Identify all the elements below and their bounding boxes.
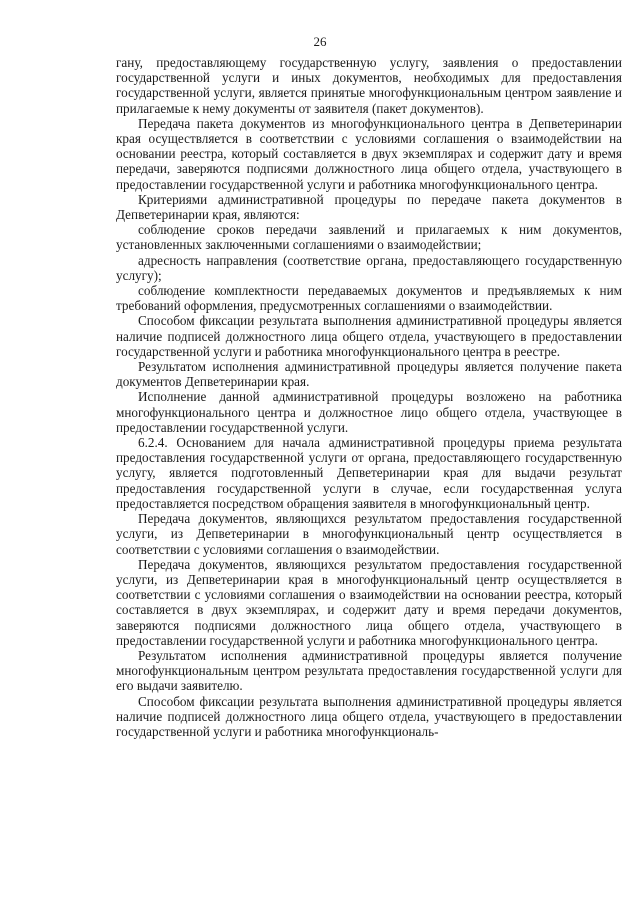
paragraph: Результатом исполнения административной процедуры является получение пакета документов Депветеринарии края. <box>116 359 622 390</box>
paragraph: Способом фиксации результата выполнения административной процедуры является наличие подписей должностного лица общего отдела, участвующего в предоставлении государственной услуги и работника многофункциональ- <box>116 693 622 739</box>
paragraph: Передача документов, являющихся результатом предоставления государственной услуги, из Депветеринарии края в многофункциональный центр осуществляется в соответствии с условиями соглашения о взаимодействии на основании реестра, который составляется в двух экземплярах, и содержит дату и время передачи документов, заверяются подписями должностного лица общего отдела, участвующего в предоставлении государственной услуги и работника многофункционального центра. <box>116 556 622 648</box>
paragraph: Исполнение данной административной процедуры возложено на работника многофункционального центра и должностное лицо общего отдела, участвующее в предоставлении государственной услуги. <box>116 389 622 435</box>
paragraph: Передача документов, являющихся результатом предоставления государственной услуги, из Депветеринарии в многофункциональный центр осуществляется в соответствии с условиями соглашения о взаимодействии. <box>116 511 622 557</box>
page-number: 26 <box>313 34 327 49</box>
paragraph: Передача пакета документов из многофункционального центра в Депветеринарии края осуществляется в соответствии с условиями соглашения о взаимодействии на основании реестра, который составляется в двух экземплярах и содержит дату и время передачи, заверяются подписями должностного лица общего отдела, участвующего в предоставлении государственной услуги и работника многофункционального центра. <box>116 115 622 192</box>
paragraph: соблюдение сроков передачи заявлений и прилагаемых к ним документов, установленных заключенными соглашениями о взаимодействии; <box>116 222 622 253</box>
document-body <box>116 55 622 739</box>
paragraph: гану, предоставляющему государственную услугу, заявления о предоставлении государственной услуги и иных документов, необходимых для предоставления государственной услуги, является принятые многофункциональным центром заявление и прилагаемые к нему документы от заявителя (пакет документов). <box>116 55 622 116</box>
paragraph: 6.2.4. Основанием для начала административной процедуры приема результата предоставления государственной услуги от органа, предоставляющего государственную услугу, является подготовленный Депветеринарии края для выдачи результат предоставления государственной услуги в случае, если государственная услуга предоставляется посредством обращения заявителя в многофункциональный центр. <box>116 435 622 511</box>
paragraph: соблюдение комплектности передаваемых документов и предъявляемых к ним требований оформления, предусмотренных соглашениями о взаимодействии. <box>116 283 622 314</box>
paragraph: Критериями административной процедуры по передаче пакета документов в Депветеринарии края, являются: <box>116 191 622 223</box>
paragraph: Способом фиксации результата выполнения административной процедуры является наличие подписей должностного лица общего отдела, участвующего в предоставлении государственной услуги и работника многофункционального центра в реестре. <box>116 313 622 359</box>
paragraph: адресность направления (соответствие органа, предоставляющего государственную услугу); <box>116 252 622 283</box>
paragraph: Результатом исполнения административной процедуры является получение многофункциональным центром результата предоставления государственной услуги для его выдачи заявителю. <box>116 647 622 694</box>
